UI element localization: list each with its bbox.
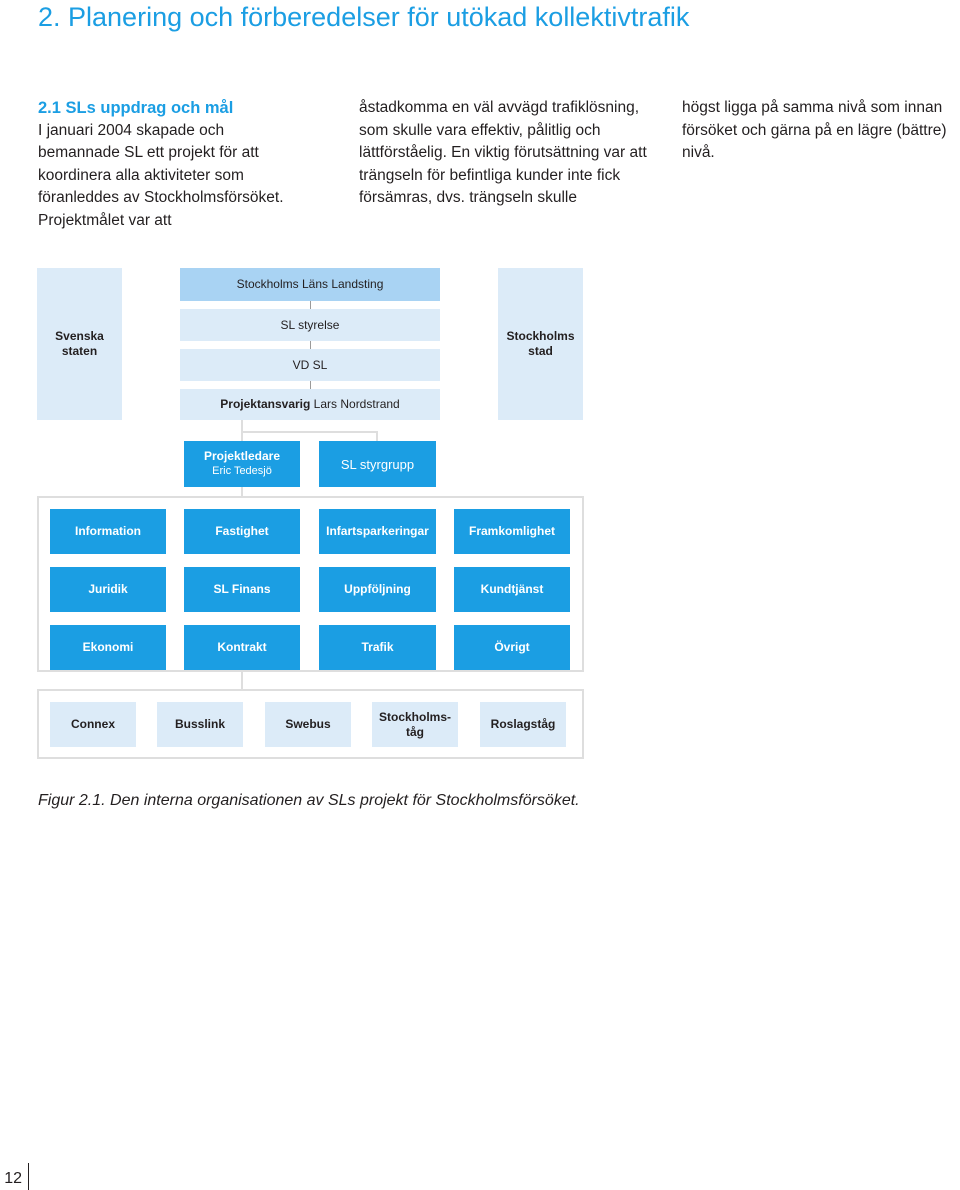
area-box: Övrigt: [454, 625, 570, 670]
area-box: Information: [50, 509, 166, 554]
figure-caption: Figur 2.1. Den interna organisationen av SLs projekt för Stockholmsförsöket.: [38, 792, 580, 809]
area-box: SL Finans: [184, 567, 300, 612]
connector-line: [241, 670, 243, 690]
org-box-landsting: Stockholms Läns Landsting: [180, 268, 440, 301]
area-box: Kundtjänst: [454, 567, 570, 612]
projektansvarig-role: Projektansvarig: [220, 397, 311, 411]
page-number: 12: [4, 1170, 22, 1187]
area-box: Uppföljning: [319, 567, 436, 612]
connector-line: [310, 301, 311, 309]
area-box: Kontrakt: [184, 625, 300, 670]
projektansvarig-name: Lars Nordstrand: [313, 397, 400, 411]
connector-line: [241, 431, 378, 433]
org-box-vd-sl: VD SL: [180, 349, 440, 381]
projektledare-role: Projektledare: [203, 449, 281, 463]
connector-line: [376, 431, 378, 441]
area-box: Fastighet: [184, 509, 300, 554]
operator-box: Connex: [50, 702, 136, 747]
org-box-svenska-staten: Svenska staten: [37, 268, 122, 420]
org-box-projektansvarig: [180, 389, 440, 420]
projektledare-name: Eric Tedesjö: [212, 465, 272, 477]
text-column-1: [38, 97, 298, 233]
text-column-3: högst ligga på samma nivå som innan försöket och gärna på en lägre (bättre) nivå.: [682, 99, 947, 162]
page-title: 2. Planering och förberedelser för utökad kollektivtrafik: [38, 2, 690, 32]
operator-box: Busslink: [157, 702, 243, 747]
area-box: Trafik: [319, 625, 436, 670]
org-box-sl-styrelse: SL styrelse: [180, 309, 440, 341]
text-column-1-body: I januari 2004 skapade och bemannade SL ett projekt för att koordinera alla aktiviteter som föranleddes av Stockholmsförsöket. Projektmålet var att: [38, 121, 284, 229]
area-box: Juridik: [50, 567, 166, 612]
text-column-2: åstadkomma en väl avvägd trafiklösning, som skulle vara effektiv, pålitlig och lättförståelig. En viktig förutsättning var att trängseln för befintliga kunder inte fick försämras, dvs. trängseln skulle: [359, 99, 647, 207]
connector-line: [310, 341, 311, 349]
connector-line: [241, 431, 243, 441]
section-subheading: 2.1 SLs uppdrag och mål: [38, 99, 234, 117]
org-box-sl-styrgrupp: SL styrgrupp: [319, 441, 436, 487]
area-box: Framkomlighet: [454, 509, 570, 554]
connector-line: [310, 381, 311, 389]
area-box: Ekonomi: [50, 625, 166, 670]
operator-box: Swebus: [265, 702, 351, 747]
operator-box: Stockholms-tåg: [372, 702, 458, 747]
operator-box: Roslagståg: [480, 702, 566, 747]
page-number-divider: [28, 1163, 29, 1190]
org-box-stockholms-stad: Stockholms stad: [498, 268, 583, 420]
area-box: Infartsparkeringar: [319, 509, 436, 554]
org-box-projektledare: [184, 441, 300, 487]
